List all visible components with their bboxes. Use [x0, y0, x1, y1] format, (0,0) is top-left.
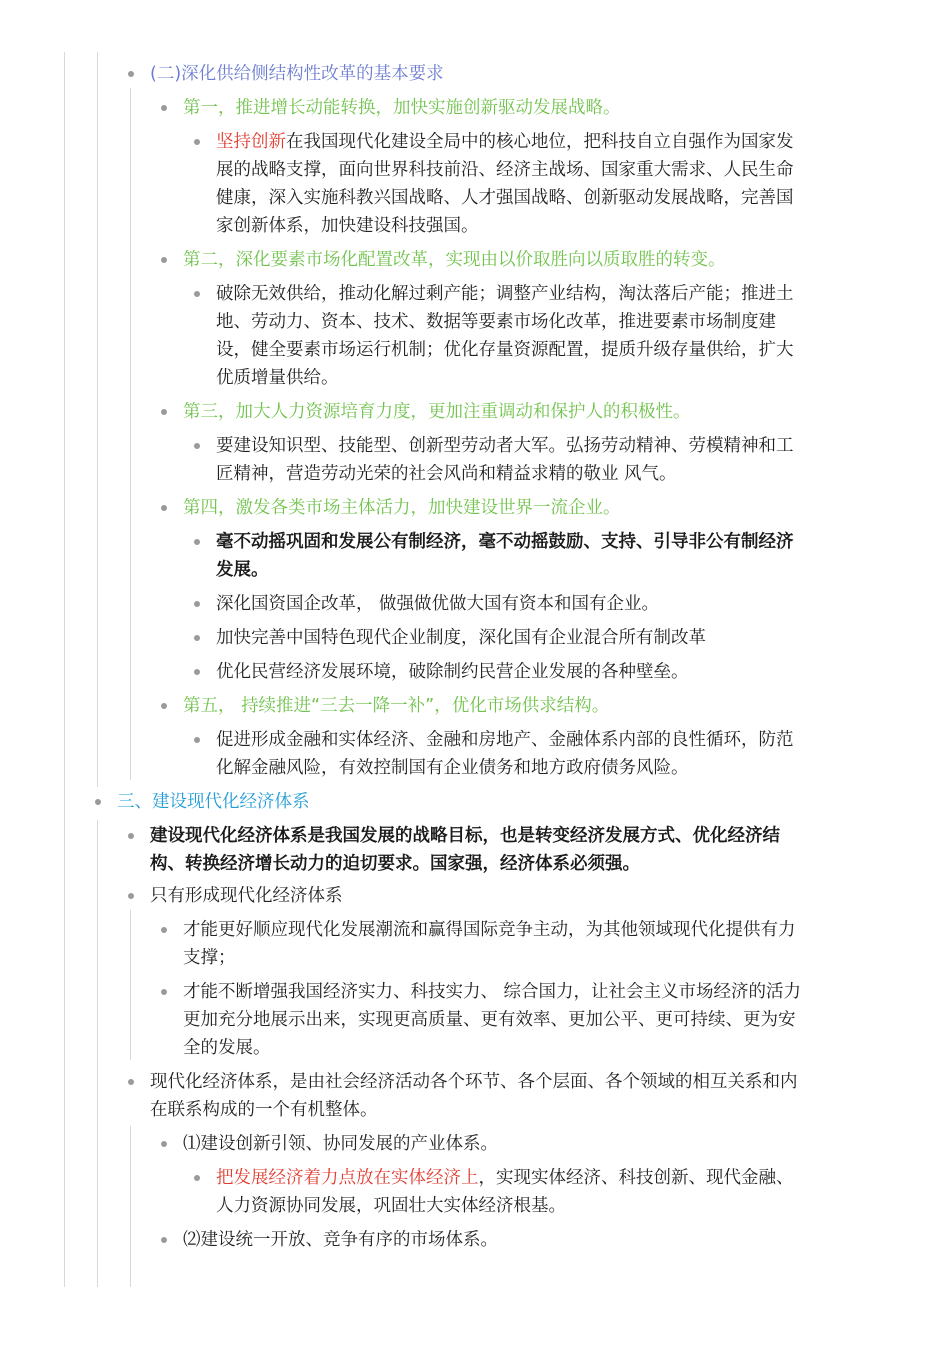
outline-item-real-economy: [216, 1164, 798, 1220]
detail-text: 加快完善中国特色现代企业制度，深化国有企业混合所有制改革: [216, 628, 706, 648]
outline-item-benefit-2: [183, 978, 809, 1062]
indent-guide-level-1: [97, 52, 98, 787]
outline-item-detail-4a: [216, 528, 798, 584]
point-heading-text: 第四，激发各类市场主体活力，加快建设世界一流企业。: [183, 498, 621, 518]
bullet-dot-icon: [194, 139, 200, 145]
emphasis-text: 坚持创新: [216, 132, 286, 152]
bullet-dot-icon: [95, 799, 101, 805]
outline-item-detail-2: [216, 280, 798, 392]
detail-text: [216, 1164, 798, 1220]
indent-guide-level-1b: [97, 820, 98, 1287]
outline-item-point-4: [183, 494, 813, 522]
detail-text: 深化国资国企改革， 做强做优做大国有资本和国有企业。: [216, 594, 660, 614]
outline-item-detail-3: [216, 432, 798, 488]
bullet-dot-icon: [128, 833, 134, 839]
bullet-dot-icon: [128, 893, 134, 899]
detail-rest-text: ，实现实体经济、科技创新、现代金融、人力资源协同发展，巩固壮大实体经济根基。: [216, 1168, 794, 1216]
bullet-dot-icon: [194, 635, 200, 641]
outline-item-summary: [150, 822, 810, 878]
indent-guide-level-2c: [130, 1126, 131, 1287]
point-heading-text: 第一，推进增长动能转换，加快实施创新驱动发展战略。: [183, 98, 621, 118]
outline-item-detail-4d: [216, 658, 798, 686]
indent-guide-level-2b: [130, 910, 131, 1060]
bullet-dot-icon: [194, 601, 200, 607]
emphasis-text: 把发展经济着力点放在实体经济上: [216, 1168, 479, 1188]
outline-item-only-when: [150, 882, 810, 910]
outline-item-industry-system: [183, 1130, 809, 1158]
bullet-dot-icon: [128, 71, 134, 77]
bullet-dot-icon: [194, 669, 200, 675]
indent-guide-level-0: [64, 52, 65, 1287]
detail-text: 才能不断增强我国经济实力、科技实力、 综合国力，让社会主义市场经济的活力更加充分地展示出来，实现更高质量、更有效率、更加公平、更可持续、更为安全的发展。: [183, 982, 802, 1058]
bullet-dot-icon: [161, 105, 167, 111]
detail-text: 优化民营经济发展环境，破除制约民营企业发展的各种壁垒。: [216, 662, 689, 682]
detail-text: ⑴建设创新引领、协同发展的产业体系。: [183, 1134, 498, 1154]
bullet-dot-icon: [194, 539, 200, 545]
outline-item-detail-1: [216, 128, 798, 240]
detail-text: 现代化经济体系，是由社会经济活动各个环节、各个层面、各个领域的相互关系和内在联系构成的一个有机整体。: [150, 1072, 798, 1120]
detail-text: [216, 128, 798, 240]
bullet-dot-icon: [161, 927, 167, 933]
bullet-dot-icon: [194, 443, 200, 449]
indent-guide-level-2: [130, 88, 131, 780]
outline-item-point-5: [183, 692, 813, 720]
bullet-dot-icon: [161, 989, 167, 995]
bullet-dot-icon: [161, 703, 167, 709]
bullet-dot-icon: [161, 409, 167, 415]
detail-text: 才能更好顺应现代化发展潮流和赢得国际竞争主动，为其他领域现代化提供有力支撑；: [183, 920, 796, 968]
outline-item-point-2: [183, 246, 813, 274]
outline-item-detail-5: [216, 726, 798, 782]
bullet-dot-icon: [161, 1237, 167, 1243]
bullet-dot-icon: [128, 1079, 134, 1085]
detail-text: 要建设知识型、技能型、创新型劳动者大军。弘扬劳动精神、劳模精神和工匠精神，营造劳动光荣的社会风尚和精益求精的敬业 风气。: [216, 436, 794, 484]
bullet-dot-icon: [161, 257, 167, 263]
detail-text: 促进形成金融和实体经济、金融和房地产、金融体系内部的良性循环，防范化解金融风险，有效控制国有企业债务和地方政府债务风险。: [216, 730, 794, 778]
detail-text: 只有形成现代化经济体系: [150, 886, 343, 906]
bullet-dot-icon: [194, 737, 200, 743]
point-heading-text: 第三，加大人力资源培育力度，更加注重调动和保护人的积极性。: [183, 402, 691, 422]
bullet-dot-icon: [194, 291, 200, 297]
detail-text: 破除无效供给，推动化解过剩产能；调整产业结构，淘汰落后产能；推进土地、劳动力、资本、技术、数据等要素市场化改革，推进要素市场制度建设，健全要素市场运行机制；优化存量资源配置，提质升级存量供给，扩大优质增量供给。: [216, 284, 794, 388]
sub-heading-text: (二)深化供给侧结构性改革的基本要求: [150, 64, 444, 84]
outline-item-detail-4b: [216, 590, 798, 618]
outline-item-sub-heading: [150, 60, 810, 88]
outline-item-market-system: [183, 1226, 809, 1254]
bullet-dot-icon: [161, 505, 167, 511]
bullet-dot-icon: [161, 1141, 167, 1147]
section-heading-text: 三、建设现代化经济体系: [117, 792, 310, 812]
outline-item-section-heading: [117, 788, 807, 816]
detail-text: ⑵建设统一开放、竞争有序的市场体系。: [183, 1230, 498, 1250]
detail-rest-text: 在我国现代化建设全局中的核心地位，把科技自立自强作为国家发展的战略支撑，面向世界科技前沿、经济主战场、国家重大需求、人民生命健康，深入实施科教兴国战略、人才强国战略、创新驱动发展战略，完善国家创新体系，加快建设科技强国。: [216, 132, 794, 236]
detail-bold-text: 毫不动摇巩固和发展公有制经济，毫不动摇鼓励、支持、引导非公有制经济发展。: [216, 532, 794, 580]
outline-item-definition: [150, 1068, 810, 1124]
summary-bold-text: 建设现代化经济体系是我国发展的战略目标，也是转变经济发展方式、优化经济结构、转换经济增长动力的迫切要求。国家强，经济体系必须强。: [150, 826, 780, 874]
outline-item-detail-4c: [216, 624, 798, 652]
bullet-dot-icon: [194, 1175, 200, 1181]
outline-item-benefit-1: [183, 916, 809, 972]
outline-item-point-3: [183, 398, 813, 426]
point-heading-text: 第二，深化要素市场化配置改革，实现由以价取胜向以质取胜的转变。: [183, 250, 726, 270]
point-heading-text: 第五， 持续推进“三去一降一补”，优化市场供求结构。: [183, 696, 610, 716]
outline-item-point-1: [183, 94, 813, 122]
